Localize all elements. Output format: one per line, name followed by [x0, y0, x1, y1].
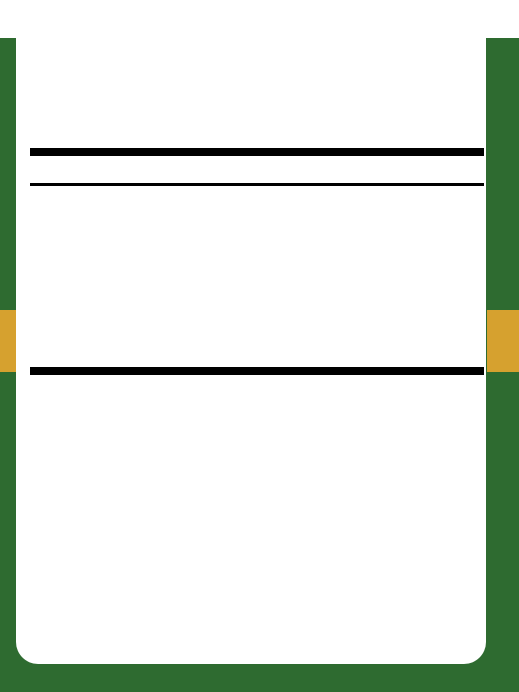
background-gold-stripe-right [487, 310, 519, 372]
divider-thick [30, 148, 484, 156]
divider-medium [30, 183, 484, 186]
supplement-facts-panel [16, 0, 486, 664]
divider-thick-herbs [30, 367, 484, 375]
background-gold-stripe-left [0, 310, 16, 372]
column-headers [32, 158, 484, 184]
